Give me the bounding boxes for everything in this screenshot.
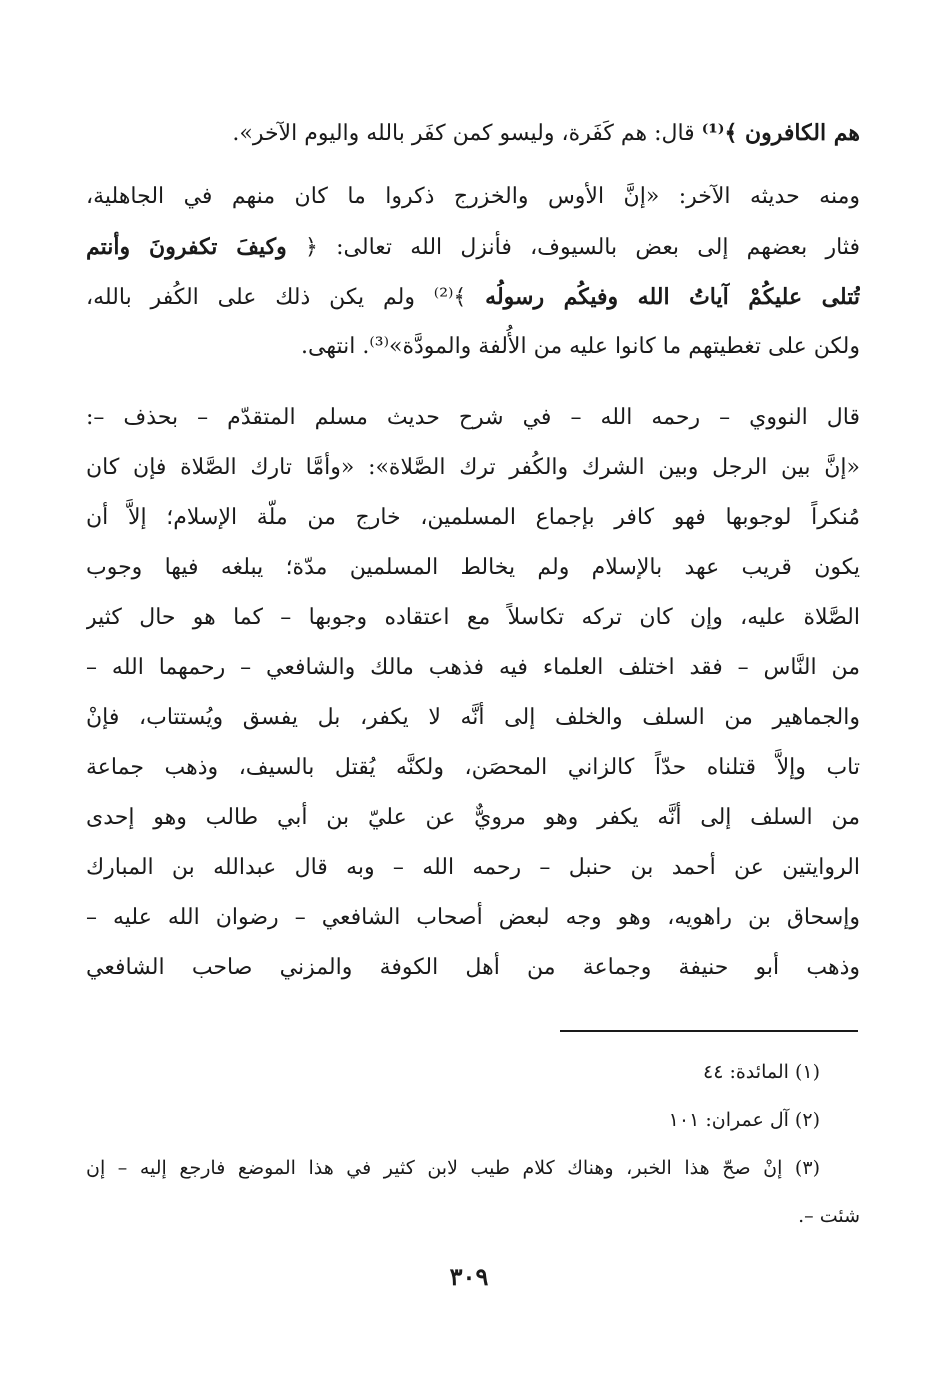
footnote-divider — [560, 1030, 858, 1032]
text-line — [86, 222, 860, 272]
text-line: مُنكراً لوجوبها فهو كافر بإجماع المسلمين، خارج من ملّة الإسلام؛ إلاَّ أن — [86, 505, 860, 530]
text-line: من السلف إلى أنَّه يكفر وهو مرويٌّ عن عليّ بن أبي طالب وهو إحدى — [86, 805, 860, 830]
quran-verse-text: تُتلى عليكُمْ آياتُ الله وفيكُم رسولُه — [485, 284, 860, 310]
text-line: الروايتين عن أحمد بن حنبل – رحمه الله – وبه قال عبدالله بن المبارك — [86, 855, 860, 880]
paragraph-1 — [86, 108, 860, 158]
quran-verse-text: وكيفَ تكفرونَ وأنتم — [86, 234, 287, 260]
text-line: وإسحاق بن راهويه، وهو وجه لبعض أصحاب الشافعي – رضوان الله عليه – — [86, 905, 860, 930]
footnote-2: (٢) آل عمران: ١٠١ — [668, 1109, 820, 1131]
page-number: ٣٠٩ — [449, 1262, 489, 1291]
text-line — [86, 272, 860, 322]
text-line: والجماهير من السلف والخلف إلى أنَّه لا يكفر، بل يفسق ويُستتاب، فإنْ — [86, 705, 860, 730]
footnote-3: (٣) إنْ صحّ هذا الخبر، وهناك كلام طيب لابن كثير في هذا الموضع فارجع إليه – إن — [86, 1157, 820, 1179]
text-line: يكون قريب عهد بالإسلام ولم يخالط المسلمين مدّة؛ يبلغه فيها وجوب — [86, 555, 860, 580]
footnote-3-continuation: شئت –. — [798, 1205, 860, 1227]
paragraph-2 — [86, 172, 860, 372]
text-line: وذهب أبو حنيفة وجماعة من أهل الكوفة والمزني صاحب الشافعي — [86, 955, 860, 980]
paragraph-3 — [86, 393, 860, 993]
text-line: ومنه حديثه الآخر: «إنَّ الأوس والخزرج ذكروا ما كان منهم في الجاهلية، — [86, 184, 860, 209]
text-line — [86, 108, 860, 158]
text-span: ﴾⁽²⁾ ولم يكن ذلك على الكُفر بالله، — [86, 285, 486, 310]
text-line: الصَّلاة عليه، وإن كان تركه تكاسلاً مع اعتقاده وجوبها – كما هو حال كثير — [86, 605, 860, 630]
text-line: تاب وإلاَّ قتلناه حدّاً كالزاني المحصَن، ولكنَّه يُقتل بالسيف، وذهب جماعة — [86, 755, 860, 780]
text-line: قال النووي – رحمه الله – في شرح حديث مسلم المتقدّم – بحذف –: — [86, 405, 860, 430]
footnote-1: (١) المائدة: ٤٤ — [702, 1061, 820, 1083]
footnotes — [86, 1048, 860, 1240]
text-line: من النَّاس – فقد اختلف العلماء فيه فذهب مالك والشافعي – رحمهما الله – — [86, 655, 860, 680]
text-line: ولكن على تغطيتهم ما كانوا عليه من الأُلفة والمودَّة»⁽³⁾. انتهى. — [301, 334, 860, 359]
text-span: فثار بعضهم إلى بعض بالسيوف، فأنزل الله تعالى: ﴿ — [286, 235, 860, 260]
text-span: قال: هم كَفَرة، وليسو كمن كفَر بالله واليوم الآخر». — [232, 121, 702, 146]
text-line: «إنَّ بين الرجل وبين الشرك والكُفر ترك الصَّلاة»: «وأمَّا تارك الصَّلاة فإن كان — [86, 455, 860, 480]
quran-verse-text: هم الكافرون ﴾⁽¹⁾ — [701, 120, 860, 146]
